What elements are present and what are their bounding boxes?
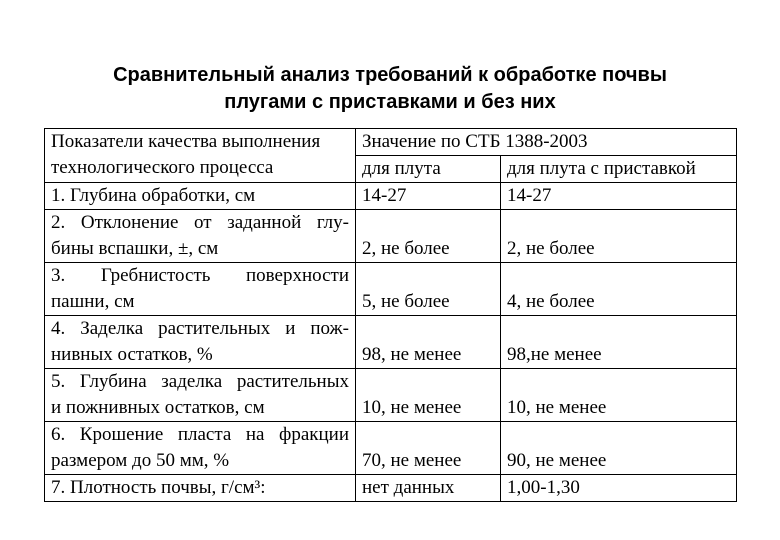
header-indicators <box>45 129 356 183</box>
row-indicator <box>45 183 356 210</box>
row-value-attachment: 14-27 <box>501 183 737 210</box>
row-value-plow: 98, не менее <box>356 316 501 369</box>
header-indicators-line-2: технологического процесса <box>51 157 274 178</box>
row-indicator-line-1: 6. Крошение пласта на фракции <box>51 424 349 445</box>
table-row <box>45 316 737 369</box>
row-indicator <box>45 422 356 475</box>
table-row <box>45 475 737 502</box>
row-indicator <box>45 263 356 316</box>
slide-title <box>0 62 780 116</box>
row-indicator <box>45 475 356 502</box>
row-indicator-line-2: нивных остатков, % <box>51 344 213 365</box>
row-value-plow: 2, не более <box>356 210 501 263</box>
row-indicator-line-2: пашни, см <box>51 291 135 312</box>
comparison-table <box>44 128 737 502</box>
row-value-attachment: 1,00-1,30 <box>501 475 737 502</box>
row-indicator-line-1: 4. Заделка растительных и пож- <box>51 318 349 339</box>
row-indicator-line-1: 1. Глубина обработки, см <box>51 185 256 206</box>
table-row <box>45 422 737 475</box>
row-indicator-line-1: 5. Глубина заделка растительных <box>51 371 349 392</box>
row-value-plow: 70, не менее <box>356 422 501 475</box>
header-indicators-line-1: Показатели качества выполнения <box>51 131 321 152</box>
row-value-plow: 5, не более <box>356 263 501 316</box>
row-value-attachment: 98,не менее <box>501 316 737 369</box>
row-indicator-line-2: и пожнивных остатков, см <box>51 397 265 418</box>
table-row <box>45 183 737 210</box>
row-value-plow: 10, не менее <box>356 369 501 422</box>
row-value-attachment: 90, не менее <box>501 422 737 475</box>
title-line-1: Сравнительный анализ требований к обработке почвы <box>113 64 667 86</box>
row-indicator <box>45 210 356 263</box>
table-row <box>45 210 737 263</box>
row-indicator-line-1: 2. Отклонение от заданной глу- <box>51 212 349 233</box>
row-value-attachment: 4, не более <box>501 263 737 316</box>
row-value-attachment: 2, не более <box>501 210 737 263</box>
table-row <box>45 263 737 316</box>
row-value-plow: 14-27 <box>356 183 501 210</box>
header-row-1 <box>45 129 737 156</box>
row-indicator-line-2: бины вспашки, ±, см <box>51 238 219 259</box>
row-value-plow: нет данных <box>356 475 501 502</box>
table-row <box>45 369 737 422</box>
row-indicator <box>45 316 356 369</box>
row-indicator-line-1: 3. Гребнистость поверхности <box>51 265 349 286</box>
row-value-attachment: 10, не менее <box>501 369 737 422</box>
title-line-2: плугами с приставками и без них <box>224 91 556 113</box>
header-col-plow-attachment: для плута с приставкой <box>501 156 737 183</box>
header-col-plow: для плута <box>356 156 501 183</box>
header-value-group: Значение по СТБ 1388-2003 <box>356 129 737 156</box>
row-indicator <box>45 369 356 422</box>
row-indicator-line-2: размером до 50 мм, % <box>51 450 230 471</box>
row-indicator-line-1: 7. Плотность почвы, г/см³: <box>51 477 266 498</box>
